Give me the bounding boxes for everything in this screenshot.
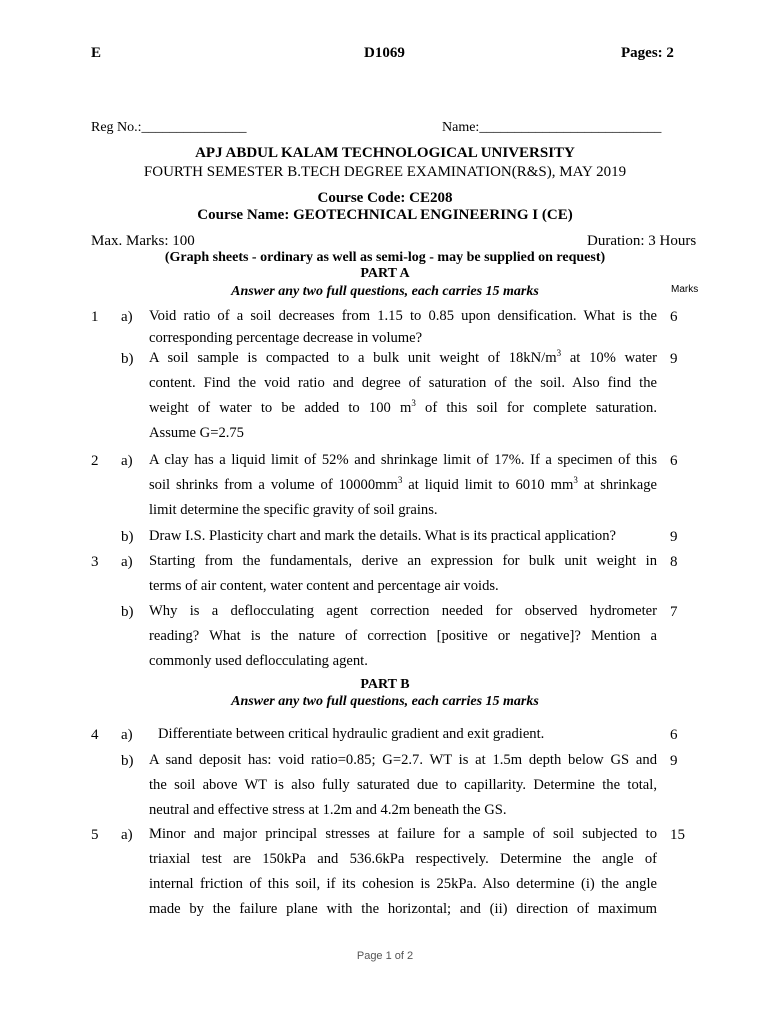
header-pages: Pages: 2 <box>621 45 674 61</box>
university-title: APJ ABDUL KALAM TECHNOLOGICAL UNIVERSITY <box>195 145 575 161</box>
question-2b-marks: 9 <box>670 529 678 545</box>
question-2a-marks: 6 <box>670 453 678 469</box>
question-1a-marks: 6 <box>670 309 678 325</box>
question-2a-label: a) <box>121 453 133 469</box>
part-b-instruction: Answer any two full questions, each carries 15 marks <box>231 694 539 709</box>
question-1a-text: Void ratio of a soil decreases from 1.15 to 0.85 upon densification. What is the corresponding percentage decrease in volume? <box>149 308 657 346</box>
question-1b-label: b) <box>121 351 134 367</box>
question-1b-text: A soil sample is compacted to a bulk unit weight of $18kN/m^3$ at 10% water content. Find the void ratio and degree of saturation of the soil. Also find the weight of water to be added to 100 $m^3$ of this soil for complete saturation. Assume G=2.75 <box>149 348 658 441</box>
name-field: Name:__________________________ <box>442 120 662 135</box>
question-3a-text: Starting from the fundamentals, derive an expression for bulk unit weight in terms of air content, water content and percentage air voids. <box>149 553 657 594</box>
question-3a-label: a) <box>121 554 133 570</box>
graph-note: (Graph sheets - ordinary as well as semi-log - may be supplied on request) <box>164 250 606 265</box>
exam-title: FOURTH SEMESTER B.TECH DEGREE EXAMINATION(R&S), MAY 2019 <box>143 164 627 180</box>
question-1-number: 1 <box>91 309 99 325</box>
reg-no-field: Reg No.:_______________ <box>91 120 247 135</box>
question-2b-label: b) <box>121 529 134 545</box>
question-1b-marks: 9 <box>670 351 678 367</box>
question-3b-label: b) <box>121 604 134 620</box>
question-5-number: 5 <box>91 827 99 843</box>
question-3a-marks: 8 <box>670 554 678 570</box>
marks-column-label: Marks <box>671 284 699 295</box>
question-3b-marks: 7 <box>670 604 678 620</box>
course-name: Course Name: GEOTECHNICAL ENGINEERING I (CE) <box>197 207 573 223</box>
part-a-instruction: Answer any two full questions, each carries 15 marks <box>231 284 539 299</box>
question-4b-marks: 9 <box>670 753 678 769</box>
question-4-number: 4 <box>91 727 99 743</box>
question-5a-label: a) <box>121 827 133 843</box>
question-3-number: 3 <box>91 554 99 570</box>
question-2-number: 2 <box>91 453 99 469</box>
question-4b-label: b) <box>121 753 134 769</box>
question-3b-text: Why is a deflocculating agent correction needed for observed hydrometer reading? What is the nature of correction [positive or negative]? Mention a commonly used deflocculating agent. <box>149 603 657 669</box>
question-4a-label: a) <box>121 727 133 743</box>
question-4a-marks: 6 <box>670 727 678 743</box>
duration: Duration: 3 Hours <box>587 233 697 249</box>
course-code: Course Code: CE208 <box>317 190 453 206</box>
header-paper-id: D1069 <box>364 45 405 61</box>
question-2b-text: Draw I.S. Plasticity chart and mark the details. What is its practical application? <box>149 528 616 544</box>
part-a-title: PART A <box>360 266 410 281</box>
question-4b-text: A sand deposit has: void ratio=0.85; G=2.7. WT is at 1.5m depth below GS and the soil above WT is also fully saturated due to capillarity. Determine the total, neutral and effective stress at 1.2m and 4.2m beneath the GS. <box>149 752 657 818</box>
max-marks: Max. Marks: 100 <box>91 233 195 249</box>
page-footer: Page 1 of 2 <box>356 950 414 962</box>
question-2a-text: A clay has a liquid limit of 52% and shrinkage limit of 17%. If a specimen of this soil shrinks from a volume of $10000mm^3$ at liquid limit to 6010 $mm^3$ at shrinkage limit determine the specific gravity of soil grains. <box>149 452 657 518</box>
question-5a-marks: 15 <box>670 827 685 843</box>
question-5a-text: Minor and major principal stresses at failure for a sample of soil subjected to triaxial test are 150kPa and 536.6kPa respectively. Determine the angle of internal friction of this soil, if its cohesion is 25kPa. Also determine (i) the angle made by the failure plane with the horizontal; and (ii) direction of maximum <box>149 826 657 917</box>
question-4a-text: Differentiate between critical hydraulic gradient and exit gradient. <box>158 726 545 742</box>
part-b-title: PART B <box>360 677 410 692</box>
header-code-left: E <box>91 45 102 61</box>
question-1a-label: a) <box>121 309 133 325</box>
